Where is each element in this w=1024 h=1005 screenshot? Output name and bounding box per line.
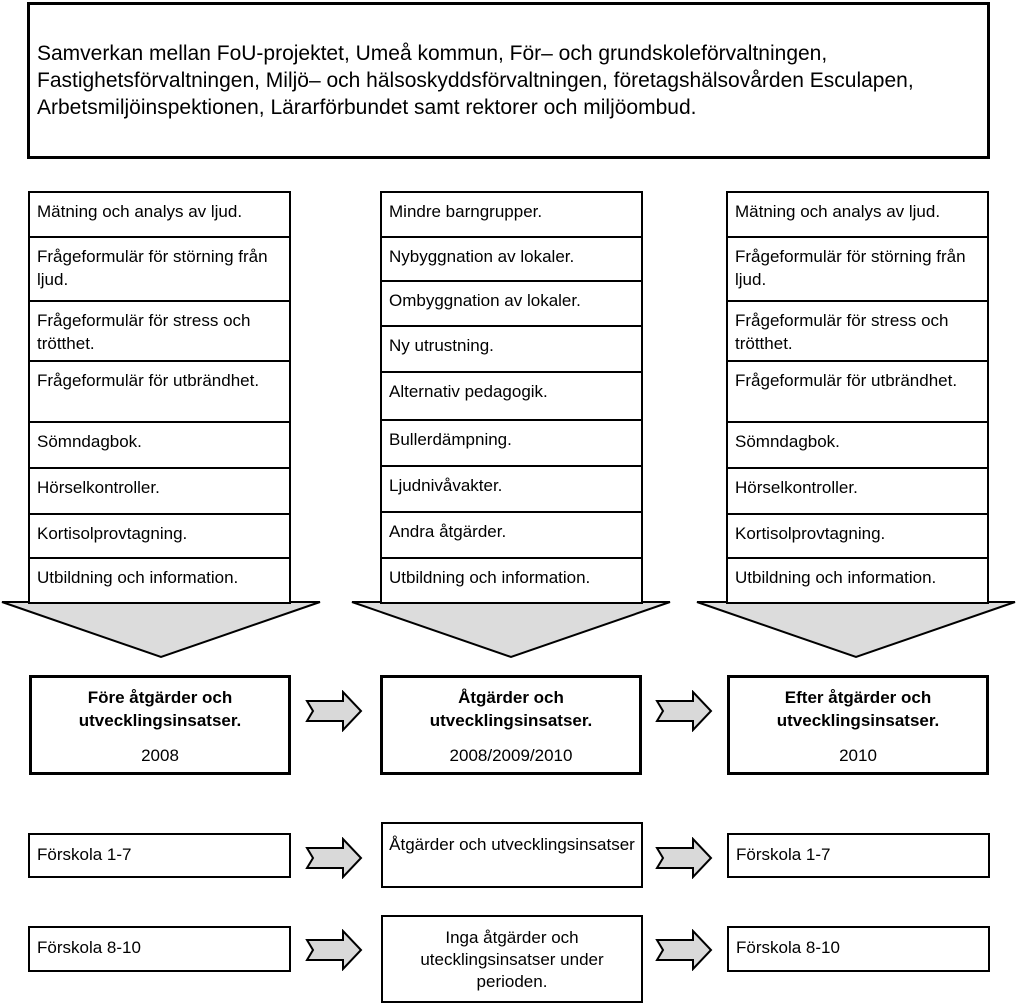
list-item: Ljudnivåvakter.: [380, 465, 643, 513]
right-block-arrow-icon: [305, 690, 363, 732]
list-item: Frågeformulär för utbrändhet.: [726, 360, 989, 423]
funnel-after-icon: [695, 600, 1017, 660]
list-item: Frågeformulär för stress och trötthet.: [28, 300, 291, 362]
list-item: Mätning och analys av ljud.: [726, 191, 989, 238]
list-item: Sömndagbok.: [726, 421, 989, 469]
right-block-arrow-icon: [655, 837, 713, 879]
list-item: Hörselkontroller.: [726, 467, 989, 515]
list-item: Frågeformulär för störning från ljud.: [28, 236, 291, 302]
group1-after-box: [727, 833, 990, 878]
collaboration-header-text: Samverkan mellan FoU-projektet, Umeå kommun, För– och grundskoleförvaltningen, Fastighetsförvaltningen, Miljö– och hälsoskyddsförvaltningen, företagshälsovården Esculapen, Arbetsmiljöinspektionen, Lärarförbundet samt rektorer och miljöombud.: [37, 42, 914, 119]
group1-before-box: [28, 833, 291, 878]
list-item: Frågeformulär för utbrändhet.: [28, 360, 291, 423]
group1-before-label: Förskola 1-7: [37, 845, 132, 864]
phase-before-title: Före åtgärder och utvecklingsinsatser.: [78, 688, 242, 730]
phase-after-box: [727, 675, 989, 775]
list-item: Utbildning och information.: [28, 557, 291, 604]
list-item: Kortisolprovtagning.: [726, 513, 989, 559]
list-item: Mätning och analys av ljud.: [28, 191, 291, 238]
group1-action-label: Åtgärder och utvecklingsinsatser: [389, 835, 635, 854]
funnel-action-icon: [350, 600, 672, 660]
right-block-arrow-icon: [305, 837, 363, 879]
list-item: Utbildning och information.: [726, 557, 989, 604]
collaboration-header-box: [27, 2, 990, 159]
list-item: Frågeformulär för störning från ljud.: [726, 236, 989, 302]
group1-after-label: Förskola 1-7: [736, 845, 831, 864]
funnel-before-icon: [0, 600, 322, 660]
list-item: Frågeformulär för stress och trötthet.: [726, 300, 989, 362]
list-item: Ny utrustning.: [380, 325, 643, 373]
list-item: Nybyggnation av lokaler.: [380, 236, 643, 282]
right-block-arrow-icon: [655, 690, 713, 732]
phase-before-year: 2008: [141, 746, 179, 765]
list-item: Utbildning och information.: [380, 557, 643, 604]
list-item: Sömndagbok.: [28, 421, 291, 469]
group2-before-label: Förskola 8-10: [37, 938, 141, 957]
right-block-arrow-icon: [655, 929, 713, 971]
group1-action-box: [381, 822, 643, 888]
group2-after-label: Förskola 8-10: [736, 938, 840, 957]
group2-after-box: [727, 926, 990, 972]
group2-action-label: Inga åtgärder och utecklingsinsatser under perioden.: [420, 928, 604, 991]
list-item: Hörselkontroller.: [28, 467, 291, 515]
right-block-arrow-icon: [305, 929, 363, 971]
phase-action-year: 2008/2009/2010: [449, 746, 573, 765]
group2-before-box: [28, 926, 291, 972]
list-item: Alternativ pedagogik.: [380, 371, 643, 421]
list-item: Ombyggnation av lokaler.: [380, 280, 643, 327]
phase-action-title: Åtgärder och utvecklingsinsatser.: [429, 688, 593, 730]
phase-after-year: 2010: [839, 746, 877, 765]
phase-after-title: Efter åtgärder och utvecklingsinsatser.: [776, 688, 940, 730]
list-item: Kortisolprovtagning.: [28, 513, 291, 559]
group2-action-box: [381, 915, 643, 1003]
list-item: Andra åtgärder.: [380, 511, 643, 559]
list-item: Mindre barngrupper.: [380, 191, 643, 238]
phase-action-box: [380, 675, 642, 775]
list-item: Bullerdämpning.: [380, 419, 643, 467]
phase-before-box: [29, 675, 291, 775]
